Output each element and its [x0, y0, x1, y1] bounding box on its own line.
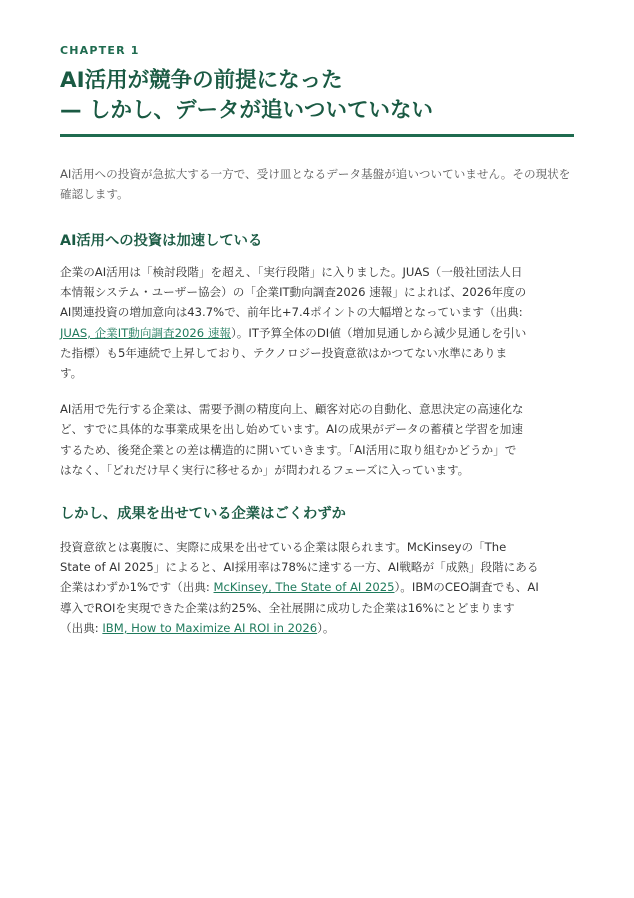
text-line [60, 323, 574, 343]
text-fragment: ）。 [317, 620, 335, 635]
juas-source-link[interactable]: JUAS, 企業IT動向調査2026 速報 [60, 325, 232, 340]
section-1-paragraph-1 [60, 262, 574, 383]
text-line: 企業のAI活用は「検討段階」を超え、「実行段階」に入りました。JUAS（一般社団法人日 [60, 265, 523, 279]
text-line: す。 [60, 366, 83, 381]
mckinsey-source-link[interactable]: McKinsey, The State of AI 2025 [213, 580, 395, 595]
text-fragment: 企業はわずか1%です（出典: [60, 580, 214, 595]
text-line: 導入でROIを実現できた企業は約25%、全社展開に成功した企業は16%にとどまります [60, 600, 515, 615]
text-line [60, 577, 574, 597]
text-line: 投資意欲とは裏腹に、実際に成果を出せている企業は限られます。McKinseyの「The [60, 540, 507, 555]
section-heading-investment: AI活用への投資は加速している [60, 233, 263, 249]
text-fragment: （出典: [60, 620, 103, 635]
text-line: AI活用で先行する企業は、需要予測の精度向上、顧客対応の自動化、意思決定の高速化な [60, 402, 524, 417]
text-line [60, 618, 574, 638]
chapter-title-line-2: — しかし、データが追いついていない [60, 98, 433, 123]
ibm-source-link[interactable]: IBM, How to Maximize AI ROI in 2026 [102, 620, 318, 635]
chapter-title-line-1: AI活用が競争の前提になった [60, 68, 343, 93]
intro-paragraph: AI活用への投資が急拡大する一方で、受け皿となるデータ基盤が追いついていません。その現状を確認します。 [60, 167, 571, 201]
text-fragment: ）。IT予算全体のDI値（増加見通しから減少見通しを引い [231, 325, 527, 340]
text-line: ど、すでに具体的な事業成果を出し始めています。AIの成果がデータの蓄積と学習を加速 [60, 422, 523, 437]
chapter-title [60, 66, 574, 126]
section-1-paragraph-2 [60, 399, 574, 480]
chapter-label: CHAPTER 1 [60, 44, 140, 57]
text-line: State of AI 2025」によると、AI採用率は78%に達する一方、AI戦略が「成熟」段階にある [60, 560, 539, 575]
section-2-paragraph-1 [60, 537, 574, 638]
text-line: するため、後発企業との差は構造的に開いていきます。「AI活用に取り組むかどうか」で [60, 442, 517, 457]
text-line: た指標）も5年連続で上昇しており、テクノロジー投資意欲はかつてない水準にありま [60, 345, 508, 360]
text-fragment: ）。IBMのCEO調査でも、AI [394, 580, 539, 595]
text-line: 本情報システム・ユーザー協会）の「企業IT動向調査2026 速報」によれば、2026年度の [60, 285, 527, 300]
title-divider [60, 134, 574, 137]
text-line: はなく、「どれだけ早く実行に移せるか」が問われるフェーズに入っています。 [60, 462, 470, 477]
text-line: AI関連投資の増加意向は43.7%で、前年比+7.4ポイントの大幅増となっています（出典: [60, 305, 523, 320]
section-heading-results: しかし、成果を出せている企業はごくわずか [60, 506, 346, 523]
